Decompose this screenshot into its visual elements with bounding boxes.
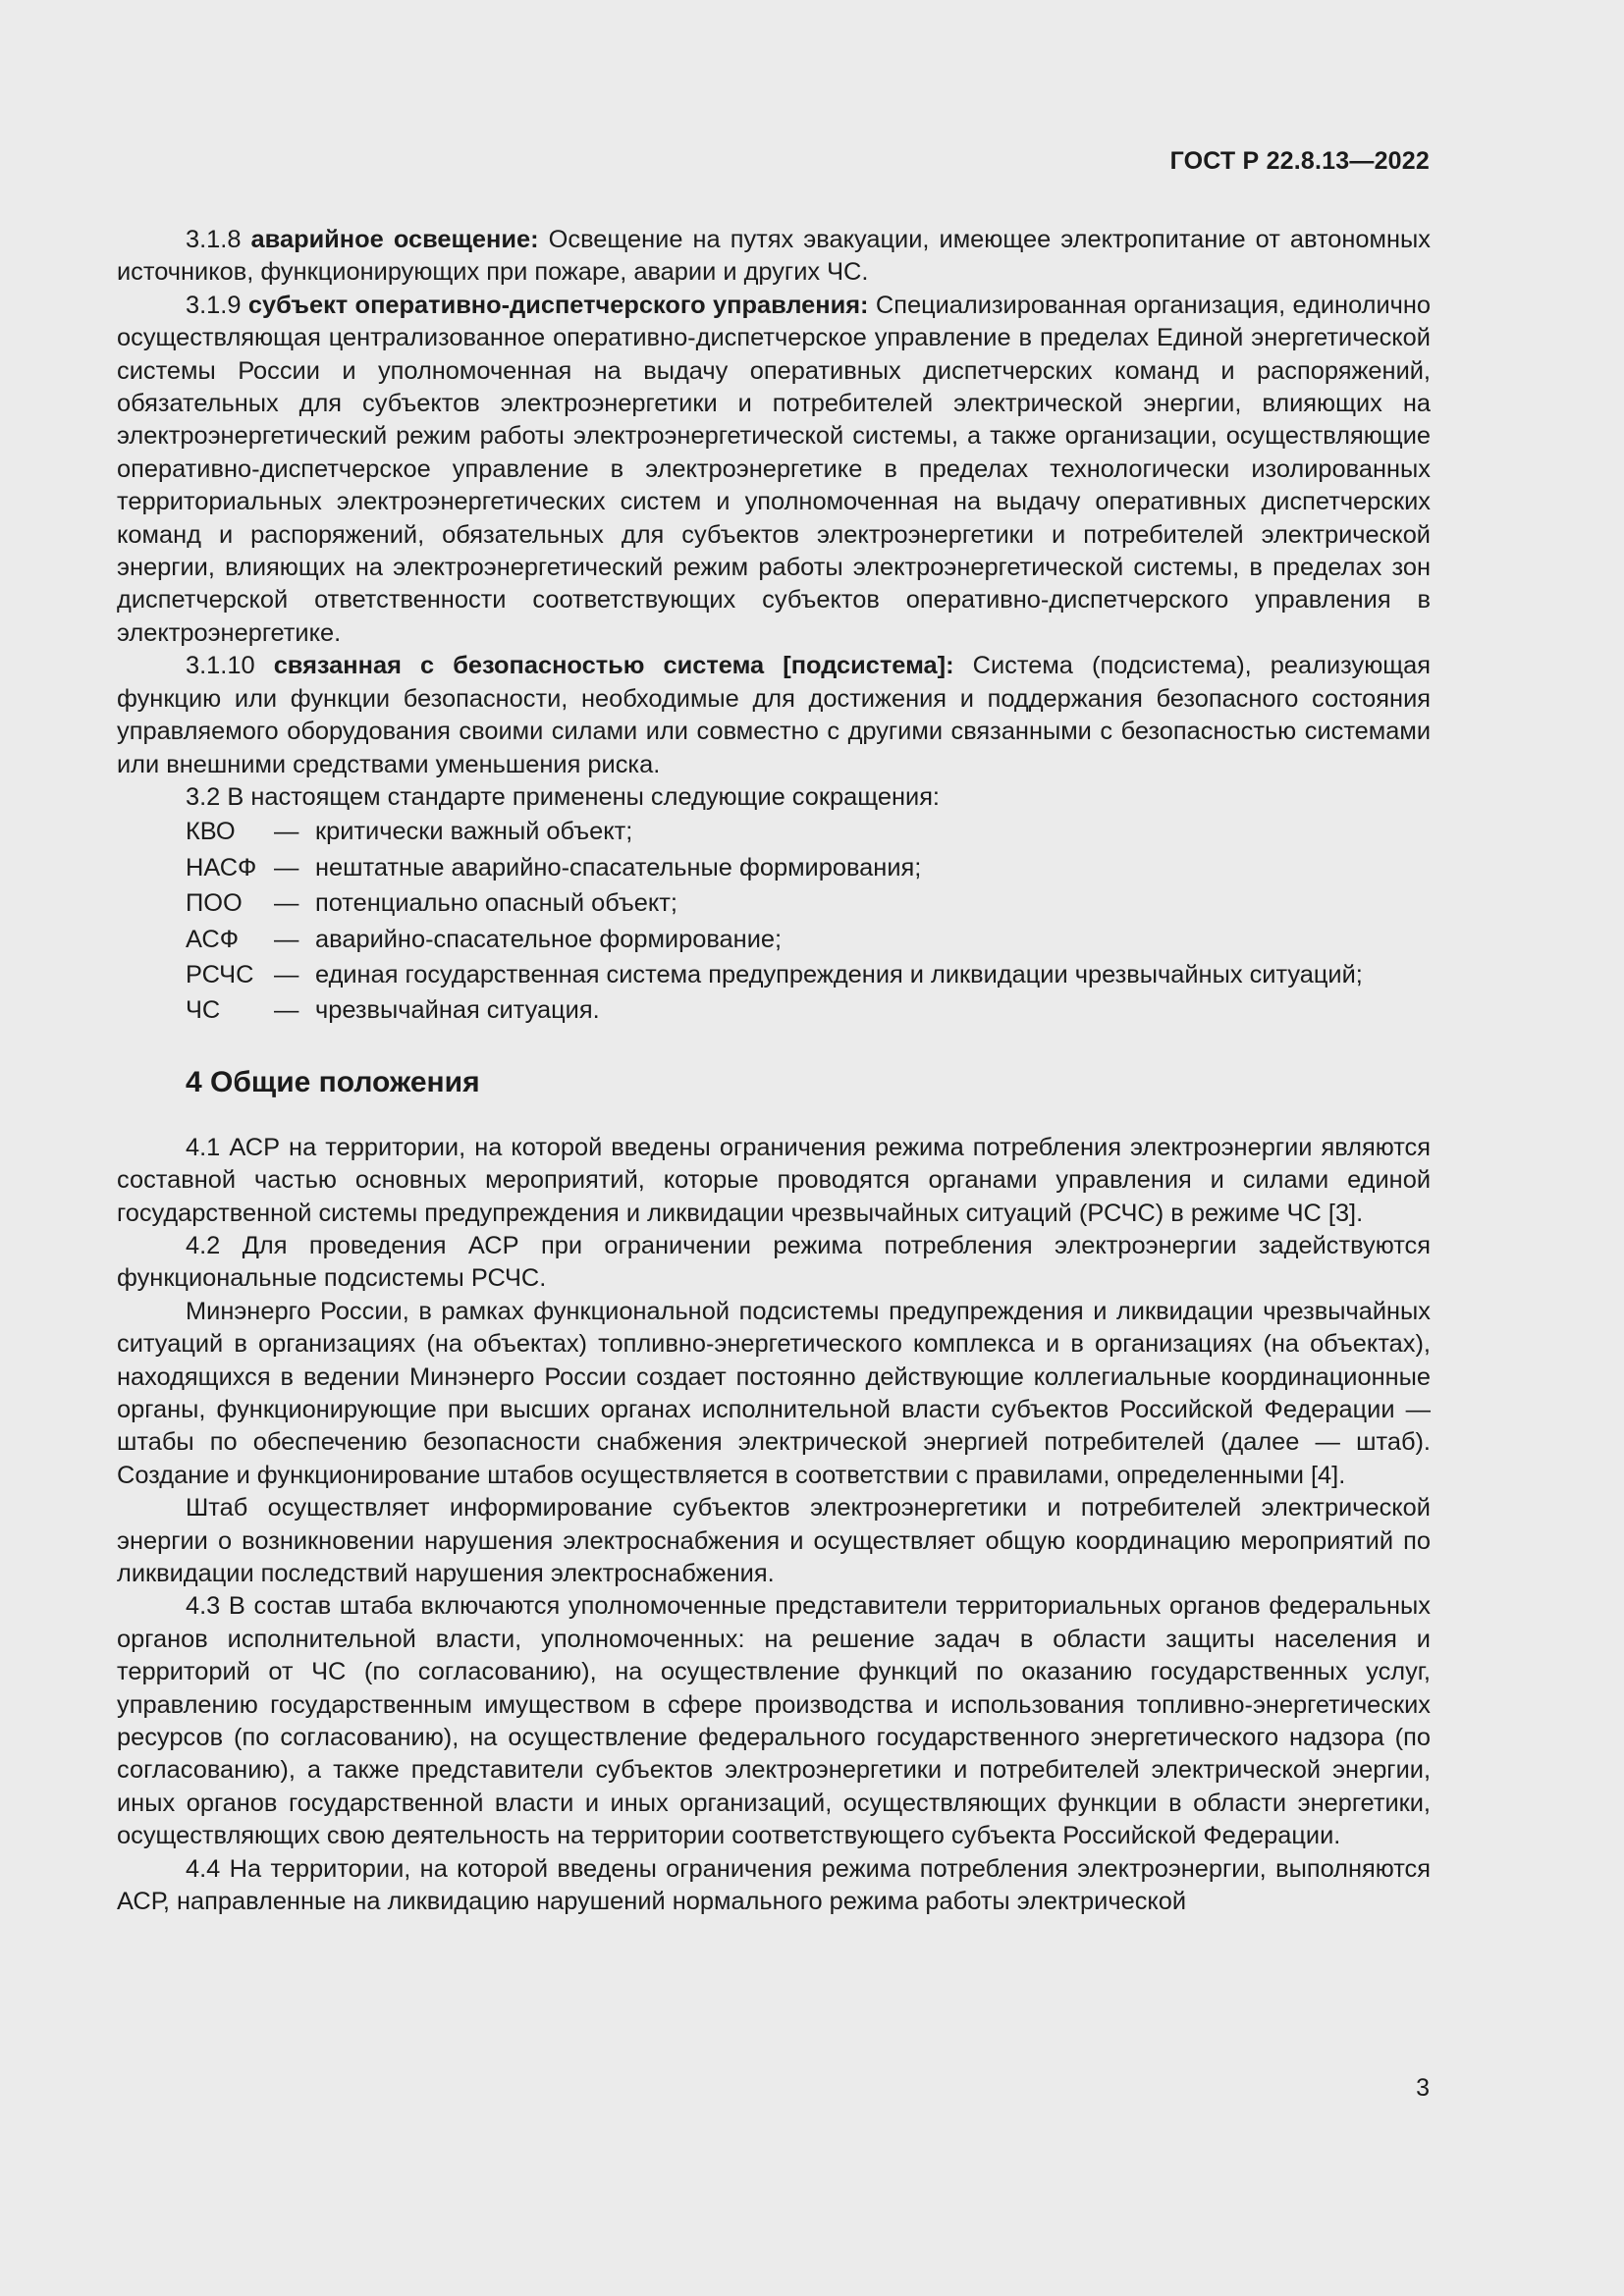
abbreviation-definition: потенциально опасный объект; bbox=[315, 889, 677, 918]
abbreviation-term: ПОО bbox=[186, 889, 243, 918]
definition-3-1-9 bbox=[117, 290, 1431, 650]
abbreviation-item bbox=[186, 816, 1431, 848]
abbreviation-dash: — bbox=[274, 889, 299, 918]
paragraph-minenergo: Минэнерго России, в рамках функциональной подсистемы предупреждения и ликвидации чрезвычайных ситуаций в организациях (на объектах) топливно-энергетического комплекса и в организациях (на объектах), находящихся в ведении Минэнерго России создает постоянно действующие коллегиальные координационные органы, функционирующие при высших органах исполнительной власти субъектов Российской Федерации — штабы по обеспечению безопасности снабжения электрической энергией потребителей (далее — штаб). Создание и функционирование штабов осуществляется в соответствии с правилами, определенными [4]. bbox=[117, 1297, 1431, 1489]
document-body bbox=[117, 224, 1431, 1919]
abbreviation-definition: нештатные аварийно-спасательные формирования; bbox=[315, 853, 922, 881]
definition-3-1-10 bbox=[117, 650, 1431, 781]
abbreviation-definition: чрезвычайная ситуация. bbox=[315, 996, 600, 1025]
abbreviation-term: КВО bbox=[186, 818, 236, 846]
abbreviations-intro: 3.2 В настоящем стандарте применены следующие сокращения: bbox=[186, 782, 940, 811]
definition-number: 3.1.10 bbox=[186, 652, 255, 680]
abbreviation-dash: — bbox=[274, 925, 299, 953]
abbreviation-term: НАСФ bbox=[186, 853, 257, 881]
definition-number: 3.1.8 bbox=[186, 226, 242, 253]
definition-term: связанная с безопасностью система [подсистема]: bbox=[273, 652, 954, 680]
paragraph-4-2: 4.2 Для проведения АСР при ограничении режима потребления электроэнергии задействуются функциональные подсистемы РСЧС. bbox=[117, 1231, 1431, 1293]
abbreviation-item bbox=[186, 959, 1431, 991]
abbreviation-dash: — bbox=[274, 996, 299, 1025]
definition-term: аварийное освещение: bbox=[250, 226, 539, 253]
definition-term: субъект оперативно-диспетчерского управления: bbox=[247, 291, 869, 319]
paragraph-4-4: 4.4 На территории, на которой введены ограничения режима потребления электроэнергии, выполняются АСР, направленные на ликвидацию нарушений нормального режима работы электрической bbox=[117, 1854, 1431, 1916]
abbreviation-dash: — bbox=[274, 853, 299, 881]
paragraph-shtab: Штаб осуществляет информирование субъектов электроэнергетики и потребителей электрической энергии о возникновении нарушения электроснабжения и осуществляет общую координацию мероприятий по ликвидации последствий нарушения электроснабжения. bbox=[117, 1494, 1431, 1588]
definition-number: 3.1.9 bbox=[186, 291, 242, 319]
abbreviation-definition: критически важный объект; bbox=[315, 818, 633, 846]
definition-text: Освещение на путях эвакуации, имеющее электропитание от автономных источников, функционирующих при пожаре, аварии и других ЧС. bbox=[117, 226, 1431, 287]
abbreviation-dash: — bbox=[274, 960, 299, 988]
abbreviation-definition: аварийно-спасательное формирование; bbox=[315, 925, 783, 953]
definition-3-1-8 bbox=[117, 224, 1431, 290]
abbreviation-item bbox=[186, 852, 1431, 884]
abbreviation-term: ЧС bbox=[186, 996, 221, 1025]
definition-text: Система (подсистема), реализующая функцию или функции безопасности, необходимые для достижения и поддержания безопасного состояния управляемого оборудования своими силами или совместно с другими связанными с безопасностью системами или внешними средствами уменьшения риска. bbox=[117, 652, 1432, 778]
section-heading: 4 Общие положения bbox=[186, 1065, 480, 1098]
paragraph-4-3: 4.3 В состав штаба включаются уполномоченные представители территориальных органов федеральных органов исполнительной власти, уполномоченных: на решение задач в области защиты населения и территорий от ЧС (по согласованию), на осуществление функций по оказанию государственных услуг, управлению государственным имуществом в сфере производства и использования топливно-энергетических ресурсов (по согласованию), на осуществление федерального государственного энергетического надзора (по согласованию), а также представители субъектов электроэнергетики и потребителей электрической энергии, иных органов государственной власти и иных организаций, осуществляющих функции в области энергетики, осуществляющих свою деятельность на территории соответствующего субъекта Российской Федерации. bbox=[117, 1592, 1431, 1850]
abbreviation-item bbox=[186, 924, 1431, 956]
abbreviation-item bbox=[186, 887, 1431, 920]
document-id: ГОСТ Р 22.8.13—2022 bbox=[1169, 147, 1430, 175]
abbreviation-term: РСЧС bbox=[186, 960, 254, 988]
abbreviation-item bbox=[186, 994, 1431, 1027]
abbreviation-definition: единая государственная система предупреждения и ликвидации чрезвычайных ситуаций; bbox=[315, 960, 1363, 988]
page-number: 3 bbox=[1416, 2074, 1430, 2102]
abbreviation-dash: — bbox=[274, 818, 299, 846]
abbreviations-list bbox=[186, 816, 1431, 1027]
abbreviation-term: АСФ bbox=[186, 925, 240, 953]
definition-text: Специализированная организация, единолично осуществляющая централизованное оперативно-диспетчерское управление в пределах Единой энергетической системы России и уполномоченная на выдачу оперативных диспетчерских команд и распоряжений, обязательных для субъектов электроэнергетики и потребителей электрической энергии, влияющих на электроэнергетический режим работы электроэнергетической системы, а также организации, осуществляющие оперативно-диспетчерское управление в электроэнергетике в пределах технологически изолированных территориальных электроэнергетических систем и уполномоченная на выдачу оперативных диспетчерских команд и распоряжений, обязательных для субъектов электроэнергетики и потребителей электрической энергии, влияющих на электроэнергетический режим работы электроэнергетической системы, в пределах зон диспетчерской ответственности соответствующих субъектов оперативно-диспетчерского управления в электроэнергетике. bbox=[117, 291, 1432, 647]
paragraph-4-1: 4.1 АСР на территории, на которой введены ограничения режима потребления электроэнергии являются составной частью основных мероприятий, которые проводятся органами управления и силами единой государственной системы предупреждения и ликвидации чрезвычайных ситуаций (РСЧС) в режиме ЧС [3]. bbox=[117, 1133, 1431, 1227]
